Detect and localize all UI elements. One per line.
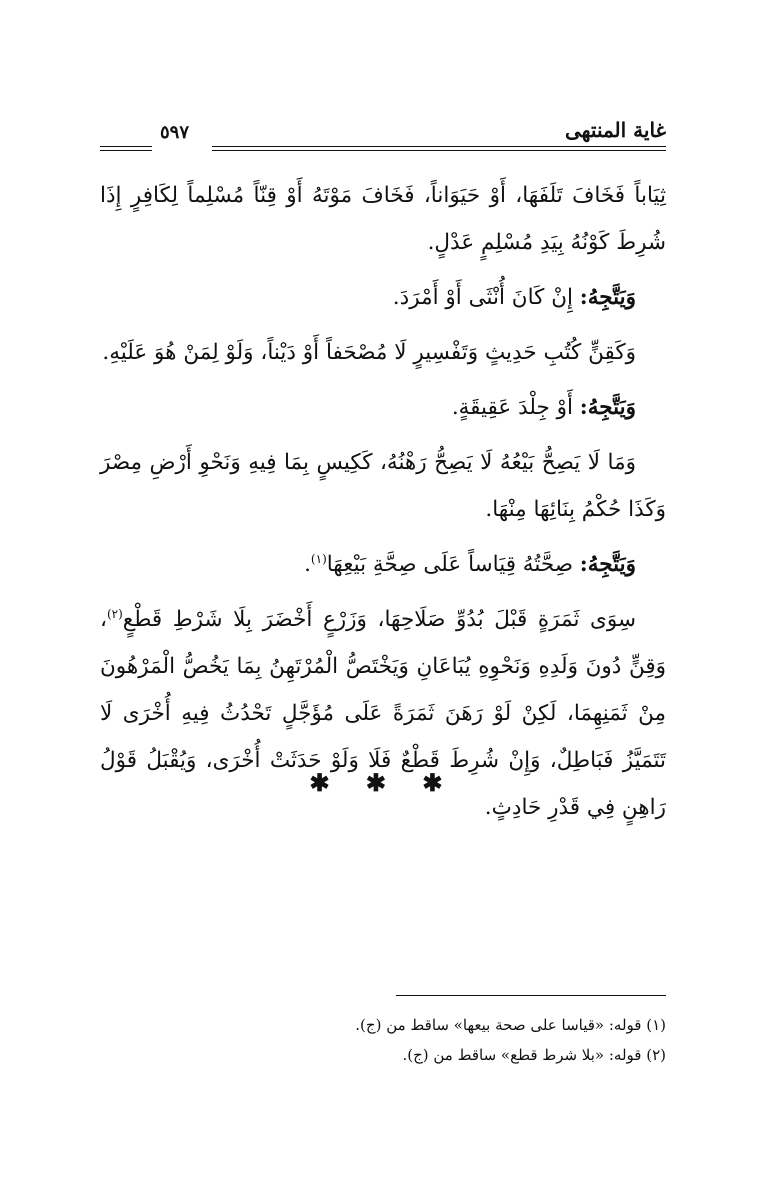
paragraph-text: إِنْ كَانَ أُنْثَى أَوْ أَمْرَدَ. [392,285,580,310]
header-rule-short [100,146,152,151]
footnote-marker: (١) [310,551,327,566]
paragraph-tail: ، وَقِنٍّ دُونَ وَلَدِهِ وَنَحْوِهِ يُبَاعَانِ وَيَخْتَصُّ الْمُرْتَهِنُ بِمَا يَخُصُّ الْمَرْهُونَ مِنْ ثَمَنِهِمَا، لَكِنْ لَوْ رَهَنَ ثَمَرَةً عَلَى مُؤَجَّلٍ تَحْدُثُ فِيهِ أُخْرَى لَا تَتَمَيَّزُ فَبَاطِلٌ، وَإِنْ شُرِطَ قَطْعٌ فَلَا وَلَوْ حَدَثَتْ أُخْرَى، وَيُقْبَلُ قَوْلُ رَاهِنٍ فِي قَدْرِ حَادِثٍ. [100,607,666,820]
paragraph-text: وَمَا لَا يَصِحُّ بَيْعُهُ لَا يَصِحُّ رَهْنُهُ، كَكِيسٍ بِمَا فِيهِ وَنَحْوِ أَرْضِ مِصْرَ وَكَذَا حُكْمُ بِنَائِهَا مِنْهَا. [100,450,666,522]
paragraph [100,172,666,266]
keyword: وَيَتَّجِهُ: [579,552,636,577]
footnotes [100,1010,666,1070]
header-rule [212,146,666,151]
paragraph [100,541,666,588]
footnote-marker: (٢) [106,606,123,621]
footnote-rule [396,995,666,996]
paragraph-text: ثِيَاباً فَخَافَ تَلَفَهَا، أَوْ حَيَوَاناً، فَخَافَ مَوْتَهُ أَوْ قِنّاً مُسْلِماً لِكَافِرٍ إِذَا شُرِطَ كَوْنُهُ بِيَدِ مُسْلِمٍ عَدْلٍ. [100,183,666,255]
footnote: (١) قوله: «قياسا على صحة بيعها» ساقط من (ج). [355,1016,666,1034]
main-text [100,172,666,839]
paragraph-text: أَوْ جِلْدَ عَقِيقَةٍ. [451,395,580,420]
paragraph-tail: . [304,552,311,577]
paragraph-text: سِوَى ثَمَرَةٍ قَبْلَ بُدُوِّ صَلَاحِهَا، وَزَرْعٍ أَخْضَرَ بِلَا شَرْطِ قَطْعٍ [122,607,636,632]
book-title: غاية المنتهى [565,118,666,142]
paragraph [100,439,666,533]
section-separator: ✱ ✱ ✱ [309,768,457,797]
paragraph [100,384,666,431]
paragraph-text: صِحَّتُهُ قِيَاساً عَلَى صِحَّةِ بَيْعِهَا [326,552,580,577]
footnote: (٢) قوله: «بلا شرط قطع» ساقط من (ج). [402,1046,666,1064]
keyword: وَيَتَّجِهُ: [579,395,636,420]
paragraph [100,274,666,321]
paragraph-text: وَكَقِنٍّ كُتُبِ حَدِيثٍ وَتَفْسِيرٍ لَا مُصْحَفاً أَوْ دَيْناً، وَلَوْ لِمَنْ هُوَ عَلَيْهِ. [102,340,636,365]
paragraph [100,329,666,376]
keyword: وَيَتَّجِهُ: [579,285,636,310]
page-number: ٥٩٧ [160,122,190,143]
